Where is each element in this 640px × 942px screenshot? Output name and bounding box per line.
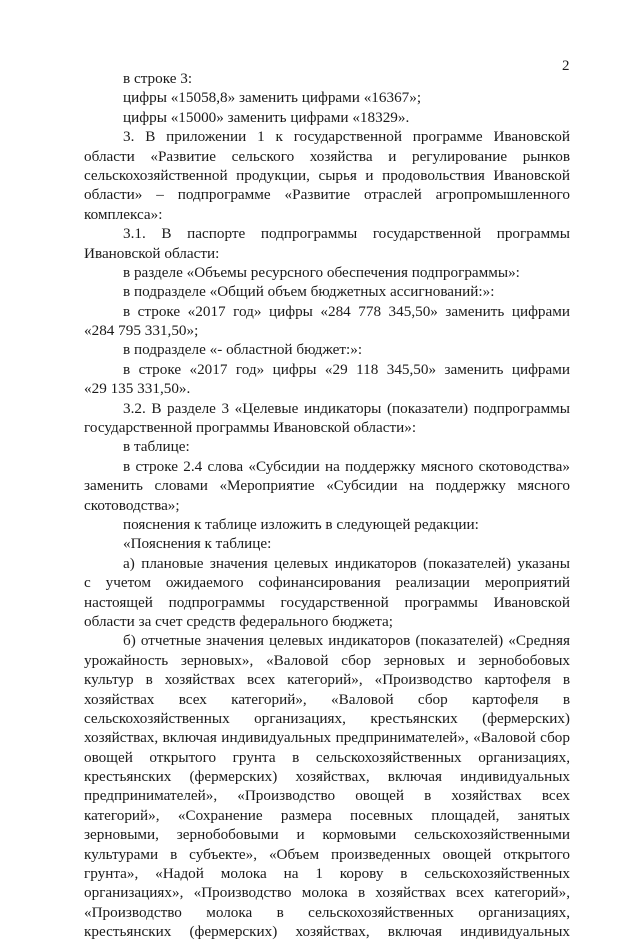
text-line: а) плановые значения целевых индикаторов (показателей) указаны	[123, 554, 570, 572]
text-line: в строке «2017 год» цифры «29 118 345,50» заменить цифрами	[123, 360, 570, 378]
text-line: цифры «15058,8» заменить цифрами «16367»;	[123, 89, 422, 107]
text-line: «Производство молока в сельскохозяйственных организациях,	[84, 903, 570, 921]
text-line: 3.2. В разделе 3 «Целевые индикаторы (показатели) подпрограммы	[123, 399, 570, 417]
text-line: в подразделе «- областной бюджет:»:	[123, 341, 363, 359]
text-line: цифры «15000» заменить цифрами «18329».	[123, 108, 410, 126]
text-line: урожайность зерновых», «Валовой сбор зерновых и зернобобовых	[84, 651, 570, 669]
text-line: б) отчетные значения целевых индикаторов (показателей) «Средняя	[123, 632, 570, 650]
text-line: «284 795 331,50»;	[84, 322, 199, 340]
page-number: 2	[562, 58, 570, 74]
text-line: культурами в субъекте», «Объем произведенных овощей открытого	[84, 845, 570, 863]
text-line: 3.1. В паспорте подпрограммы государственной программы	[123, 225, 570, 243]
text-line: категорий», «Сохранение размера посевных площадей, занятых	[84, 806, 570, 824]
text-line: в подразделе «Общий объем бюджетных ассигнований:»:	[123, 283, 495, 301]
text-line: крестьянских (фермерских) хозяйствах, включая индивидуальных	[84, 923, 570, 941]
text-line: с учетом ожидаемого софинансирования реализации мероприятий	[84, 574, 570, 592]
text-line: государственной программы Ивановской области»:	[84, 419, 417, 437]
text-line: области «Развитие сельского хозяйства и регулирование рынков	[84, 147, 570, 165]
text-line: настоящей подпрограммы государственной программы Ивановской	[84, 593, 570, 611]
text-line: в таблице:	[123, 438, 190, 456]
text-line: предпринимателей», «Производство овощей в хозяйствах всех	[84, 787, 570, 805]
text-line: в разделе «Объемы ресурсного обеспечения подпрограммы»:	[123, 263, 520, 281]
document-body	[84, 69, 570, 942]
text-line: Ивановской области:	[84, 244, 220, 262]
text-line: в строке «2017 год» цифры «284 778 345,50» заменить цифрами	[123, 302, 570, 320]
text-line: заменить словами «Мероприятие «Субсидии на поддержку мясного	[84, 477, 570, 495]
text-line: хозяйствах всех категорий», «Валовой сбор картофеля в	[84, 690, 570, 708]
text-line: в строке 3:	[123, 70, 193, 87]
text-line: комплекса»:	[84, 205, 163, 223]
text-line: области за счет средств федерального бюджета;	[84, 612, 393, 630]
text-line: хозяйствах, включая индивидуальных предпринимателей», «Валовой сбор	[84, 729, 570, 747]
text-line: зерновыми, зернобобовыми и кормовыми сельскохозяйственными	[84, 826, 570, 844]
text-line: области» – подпрограмме «Развитие отраслей агропромышленного	[84, 186, 570, 204]
text-line: крестьянских (фермерских) хозяйствах, включая индивидуальных	[84, 768, 570, 786]
text-line: сельскохозяйственной продукции, сырья и продовольствия Ивановской	[84, 166, 570, 184]
text-line: 3. В приложении 1 к государственной программе Ивановской	[123, 128, 570, 146]
text-line: грунта», «Надой молока на 1 корову в сельскохозяйственных	[84, 865, 570, 883]
text-line: в строке 2.4 слова «Субсидии на поддержку мясного скотоводства»	[123, 457, 570, 475]
text-line: организациях», «Производство молока в хозяйствах всех категорий»,	[84, 884, 570, 902]
text-line: «Пояснения к таблице:	[123, 535, 272, 553]
text-line: скотоводства»;	[84, 496, 180, 514]
text-line: культур в хозяйствах всех категорий», «Производство картофеля в	[84, 671, 570, 689]
text-line: сельскохозяйственных организациях, крестьянских (фермерских)	[84, 709, 570, 727]
text-line: пояснения к таблице изложить в следующей редакции:	[123, 515, 479, 533]
text-line: овощей открытого грунта в сельскохозяйственных организациях,	[84, 748, 570, 766]
text-line: «29 135 331,50».	[84, 380, 191, 398]
